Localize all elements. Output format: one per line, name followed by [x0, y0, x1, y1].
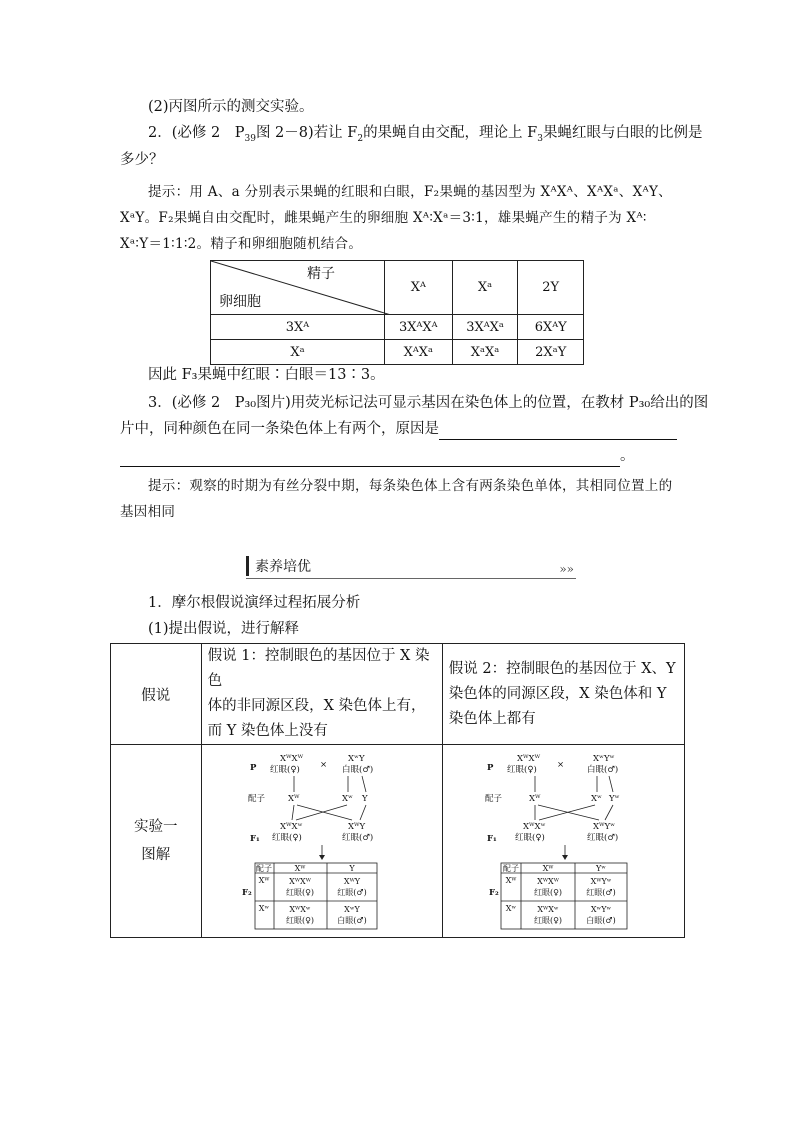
- question-2-line2: 多少？: [120, 152, 164, 168]
- gamete-3: Y: [361, 794, 368, 804]
- f1-female-genotype: XᵂXʷ: [279, 822, 303, 832]
- table-cell: 3XᴬXᵃ: [452, 315, 518, 340]
- row-header: Xᵃ: [211, 340, 385, 365]
- diagram-2-cell: [442, 745, 684, 938]
- punnett-table: [210, 260, 584, 365]
- f1-male-phenotype: 红眼(♂): [586, 833, 619, 843]
- label-F1: F₁: [486, 834, 497, 844]
- table-row-head: Xᵂ: [258, 876, 270, 885]
- table-cell: 白眼(♂): [336, 916, 367, 925]
- s1-subtitle: (1)提出假说，进行解释: [148, 621, 300, 637]
- table-head: Yʷ: [595, 864, 606, 873]
- answer-blank-2[interactable]: [120, 450, 620, 467]
- table-cell: XᵂXʷ: [288, 905, 311, 914]
- table-row-head: Xʷ: [258, 904, 269, 913]
- cross-symbol: ×: [556, 760, 564, 770]
- answer-blank-1[interactable]: [439, 423, 677, 440]
- punnett-corner: [211, 261, 385, 315]
- s1-title: 1．摩尔根假说演绎过程拓展分析: [148, 595, 361, 611]
- hint-2-line1: 提示：用 A、a 分别表示果蝇的红眼和白眼，F₂果蝇的基因型为 XᴬXᴬ、XᴬXᵃ、XᴬY、: [148, 184, 672, 200]
- cross-diagram-1: [202, 745, 433, 933]
- corner-sperm: 精子: [307, 266, 335, 282]
- table-head: Y: [348, 864, 355, 873]
- parent-female-phenotype: 红眼(♀): [269, 765, 300, 775]
- q1-sub2: (2)丙图所示的测交实验。: [148, 99, 314, 115]
- section-title: 素养培优: [246, 556, 576, 576]
- table-head: Xᵂ: [294, 864, 306, 873]
- question-3-line1: 3．(必修 2 P₃₀图片)用荧光标记法可显示基因在染色体上的位置，在教材 P₃₀给出的图: [148, 395, 709, 411]
- table-cell: 红眼(♀): [533, 916, 562, 925]
- row-header: 3Xᴬ: [211, 315, 385, 340]
- label-gamete: 配子: [247, 794, 265, 804]
- hypothesis-table: [110, 643, 685, 938]
- parent-female-genotype: XᵂXᵂ: [516, 754, 540, 764]
- gamete-2: Xʷ: [590, 794, 602, 804]
- experiment-label: 实验一 图解: [111, 745, 202, 938]
- hint-2-line3: Xᵃ∶Y＝1∶1∶2。精子和卵细胞随机结合。: [120, 236, 363, 252]
- question-3-line2: 片中，同种颜色在同一条染色体上有两个，原因是: [120, 418, 677, 440]
- table-cell: 3XᴬXᴬ: [384, 315, 452, 340]
- table-cell: XᴬXᵃ: [384, 340, 452, 365]
- label-F2: F₂: [488, 888, 499, 898]
- table-cell: XᵂXᵂ: [288, 877, 311, 886]
- parent-male-genotype: XʷYʷ: [592, 754, 615, 764]
- cross-symbol: ×: [319, 760, 327, 770]
- table-cell: 2XᵃY: [518, 340, 584, 365]
- hint-3-line1: 提示：观察的时期为有丝分裂中期，每条染色体上含有两条染色单体，其相同位置上的: [148, 478, 673, 494]
- table-head: 配子: [255, 864, 272, 873]
- section-arrows-icon: »»: [559, 562, 574, 576]
- table-cell: 红眼(♀): [533, 888, 562, 897]
- table-cell: 红眼(♀): [285, 888, 314, 897]
- question-2: 2．(必修 2 $P_{39}$图 2－8)若让 $F_2$的果蝇自由交配，理论上 $F_3$果蝇红眼与白眼的比例是: [148, 125, 703, 144]
- hint-3-line2: 基因相同: [120, 504, 176, 520]
- label-P: P: [486, 763, 494, 773]
- table-row-head: Xʷ: [505, 904, 516, 913]
- table-cell: 白眼(♂): [586, 916, 616, 925]
- parent-male-genotype: XʷY: [347, 754, 365, 764]
- gamete-1: Xᵂ: [287, 794, 300, 804]
- f1-male-phenotype: 红眼(♂): [341, 833, 373, 843]
- f1-male-genotype: XᵂYʷ: [592, 822, 615, 832]
- table-row-head: Xᵂ: [505, 876, 517, 885]
- table-head: 配子: [502, 864, 519, 873]
- table-cell: XᵃXᵃ: [452, 340, 518, 365]
- label-F1: F₁: [249, 834, 260, 844]
- table-cell: 6XᴬY: [518, 315, 584, 340]
- hyp-row-label: 假说: [111, 644, 202, 745]
- conclusion: 因此 F₃果蝇中红眼∶白眼＝13∶3。: [148, 367, 385, 383]
- col-header: 2Y: [518, 261, 584, 315]
- table-cell: XᵂXʷ: [537, 905, 559, 914]
- corner-egg: 卵细胞: [219, 294, 261, 310]
- table-head: Xᵂ: [542, 864, 554, 873]
- table-cell: XᵂY: [343, 877, 360, 886]
- f1-female-phenotype: 红眼(♀): [514, 833, 545, 843]
- gamete-1: Xᵂ: [528, 794, 541, 804]
- f1-female-genotype: XᵂXʷ: [522, 822, 546, 832]
- table-cell: XʷY: [343, 905, 360, 914]
- parent-male-phenotype: 白眼(♂): [586, 765, 619, 775]
- label-gamete: 配子: [484, 794, 502, 804]
- hypothesis-2: 假说 2：控制眼色的基因位于 X、Y 染色体的同源区段，X 染色体和 Y 染色体上都有: [442, 644, 684, 745]
- gamete-3: Yʷ: [608, 794, 620, 804]
- parent-female-genotype: XᵂXᵂ: [279, 754, 303, 764]
- diagram-1-cell: [201, 745, 442, 938]
- table-cell: 红眼(♂): [336, 888, 367, 897]
- section-underline: [246, 578, 576, 579]
- col-header: Xᴬ: [384, 261, 452, 315]
- gamete-2: Xʷ: [341, 794, 353, 804]
- hypothesis-1: 假说 1：控制眼色的基因位于 X 染色 体的非同源区段，X 染色体上有， 而 Y 染色体上没有: [201, 644, 442, 745]
- table-cell: XᵂYʷ: [590, 877, 612, 886]
- table-cell: XᵂXᵂ: [536, 877, 559, 886]
- table-cell: 红眼(♀): [285, 916, 314, 925]
- f1-female-phenotype: 红眼(♀): [271, 833, 302, 843]
- parent-female-phenotype: 红眼(♀): [506, 765, 537, 775]
- table-cell: 红眼(♂): [586, 888, 616, 897]
- parent-male-phenotype: 白眼(♂): [341, 765, 373, 775]
- col-header: Xᵃ: [452, 261, 518, 315]
- hint-2-line2: XᵃY。F₂果蝇自由交配时，雌果蝇产生的卵细胞 Xᴬ∶Xᵃ＝3∶1，雄果蝇产生的精子为 Xᴬ∶: [120, 210, 647, 226]
- cross-diagram-2: [443, 745, 675, 933]
- f1-male-genotype: XᵂY: [347, 822, 365, 832]
- section-heading: [246, 556, 576, 579]
- table-cell: XʷYʷ: [590, 905, 611, 914]
- label-F2: F₂: [241, 888, 252, 898]
- label-P: P: [249, 763, 257, 773]
- question-3-line3: 。: [120, 445, 635, 467]
